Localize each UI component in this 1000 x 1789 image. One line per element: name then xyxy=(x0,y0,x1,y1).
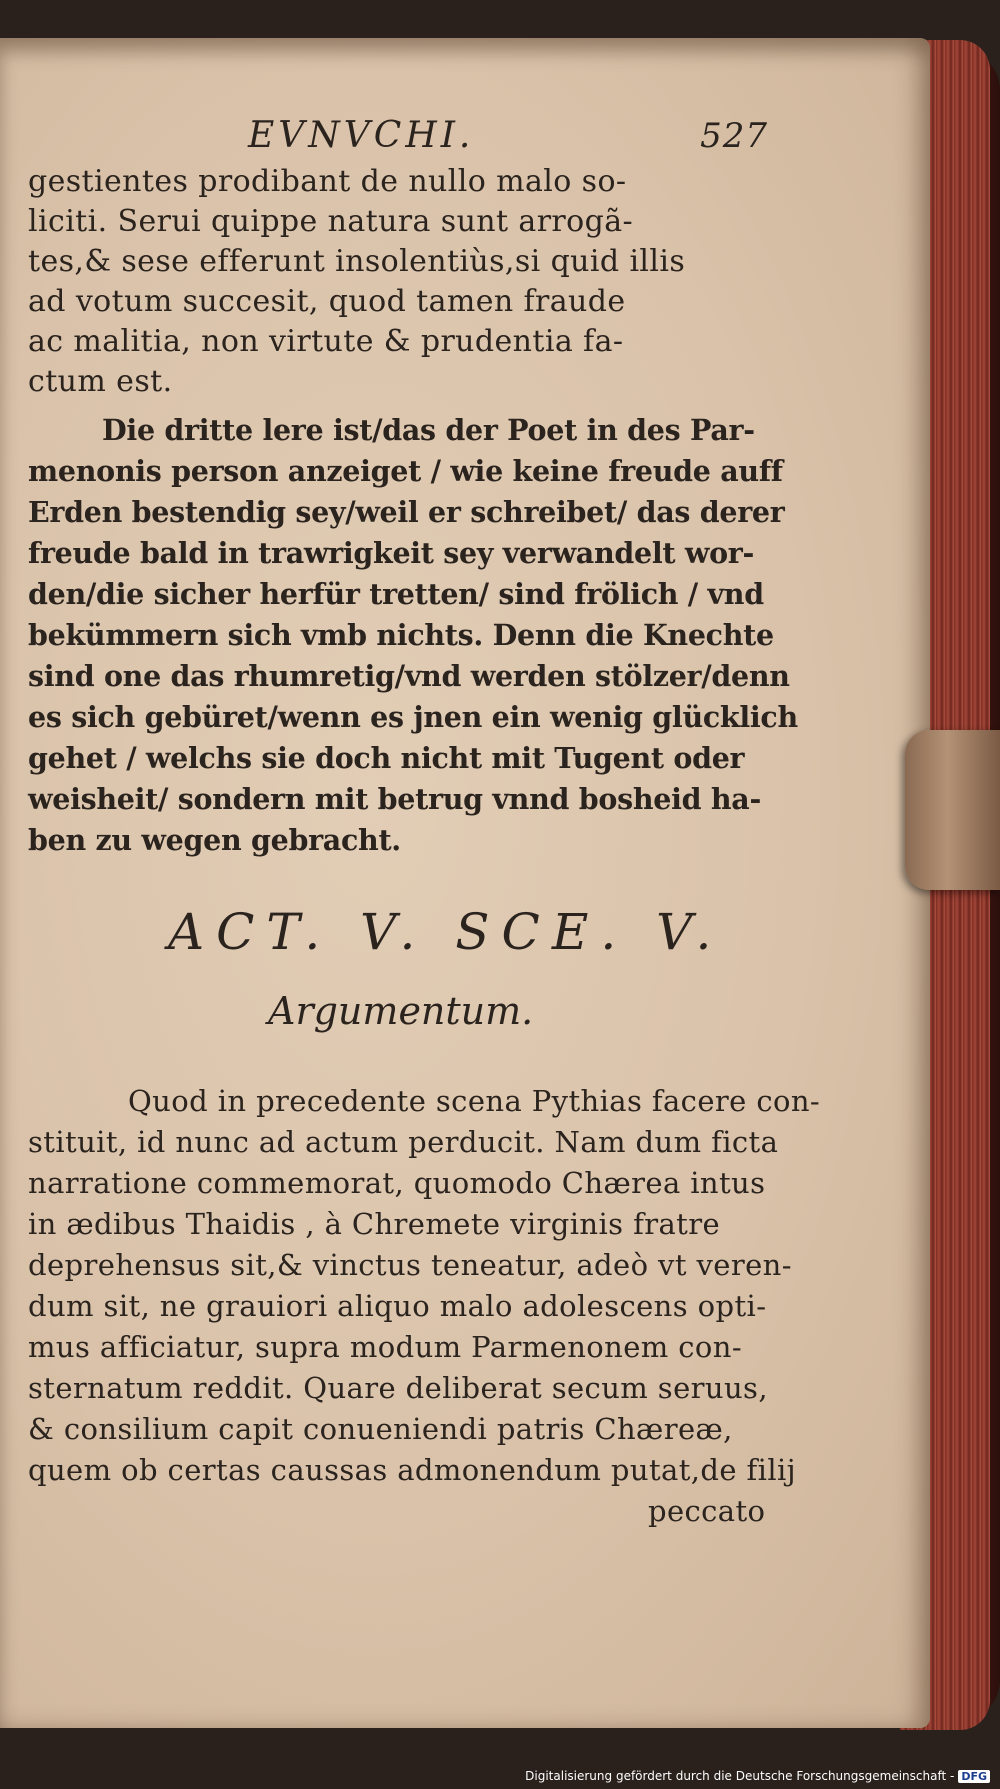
text-line: ad votum succesit, quod tamen fraude xyxy=(28,284,626,319)
text-line: in ædibus Thaidis , à Chremete virginis fratre xyxy=(28,1207,721,1241)
text-line: sternatum reddit. Quare deliberat secum seruus, xyxy=(28,1371,768,1405)
latin-passage-2 xyxy=(28,1081,821,1532)
text-line: Erden bestendig sey/weil er schreibet/ das derer xyxy=(28,495,785,529)
text-line: mus afficiatur, supra modum Parmenonem con- xyxy=(28,1330,743,1364)
text-line: ac malitia, non virtute & prudentia fa- xyxy=(28,324,624,359)
text-line: liciti. Serui quippe natura sunt arrogã- xyxy=(28,204,634,239)
text-line: narratione commemorat, quomodo Chærea intus xyxy=(28,1166,766,1200)
text-line: sind one das rhumretig/vnd werden stölzer/denn xyxy=(28,659,790,693)
text-line: menonis person anzeiget / wie keine freude auff xyxy=(28,454,783,488)
text-line: quem ob certas caussas admonendum putat,de filij xyxy=(28,1453,797,1487)
text-line: gehet / welchs sie doch nicht mit Tugent oder xyxy=(28,741,745,775)
catchword: peccato xyxy=(648,1494,766,1528)
text-line: ben zu wegen gebracht. xyxy=(28,823,401,857)
page-number: 527 xyxy=(700,116,768,156)
footer-credit-text: Digitalisierung gefördert durch die Deutsche Forschungsgemeinschaft - xyxy=(525,1769,955,1783)
argument-heading: Argumentum. xyxy=(268,989,534,1033)
text-line: weisheit/ sondern mit betrug vnnd bosheid ha- xyxy=(28,782,761,816)
running-title: EVNVCHI. xyxy=(248,115,475,156)
text-line: ctum est. xyxy=(28,364,173,399)
text-line: bekümmern sich vmb nichts. Denn die Knechte xyxy=(28,618,774,652)
text-line: stituit, id nunc ad actum perducit. Nam dum ficta xyxy=(28,1125,779,1159)
footer-credit xyxy=(525,1765,990,1787)
text-line: den/die sicher herfür tretten/ sind frölich / vnd xyxy=(28,577,764,611)
text-line: Quod in precedente scena Pythias facere con- xyxy=(128,1084,821,1118)
text-line: es sich gebüret/wenn es jnen ein wenig glücklich xyxy=(28,700,798,734)
running-header xyxy=(28,115,788,156)
dfg-logo-icon: DFG xyxy=(958,1770,990,1783)
book xyxy=(0,20,1000,1720)
latin-passage-1 xyxy=(28,162,788,402)
text-line: gestientes prodibant de nullo malo so- xyxy=(28,164,627,199)
german-passage xyxy=(28,410,798,861)
text-line: Die dritte lere ist/das der Poet in des Par- xyxy=(102,413,755,447)
book-clasp xyxy=(905,730,1000,890)
text-line: tes,& sese efferunt insolentiùs,si quid illis xyxy=(28,244,686,279)
text-line: freude bald in trawrigkeit sey verwandelt wor- xyxy=(28,536,755,570)
text-line: & consilium capit conueniendi patris Chæreæ, xyxy=(28,1412,733,1446)
page-text xyxy=(28,115,821,1532)
scene-heading: ACT. V. SCE. V. xyxy=(168,903,724,961)
text-line: deprehensus sit,& vinctus teneatur, adeò vt veren- xyxy=(28,1248,792,1282)
text-line: dum sit, ne grauiori aliquo malo adolescens opti- xyxy=(28,1289,767,1323)
